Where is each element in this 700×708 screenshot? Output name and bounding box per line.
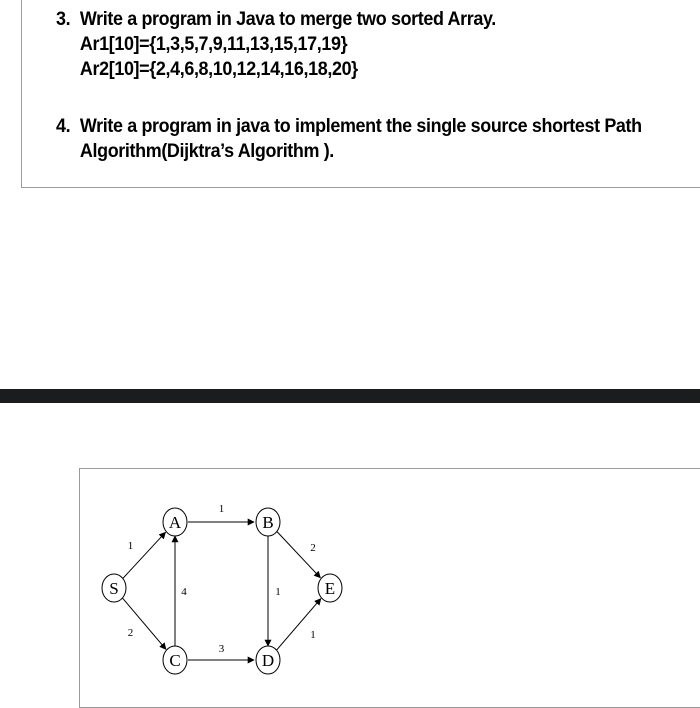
node-label-s: S — [109, 579, 119, 598]
question-3-number: 3. — [56, 8, 71, 30]
edge-weight-c-d: 3 — [218, 643, 225, 655]
node-label-e: E — [324, 579, 336, 598]
edge-weight-s-a: 1 — [127, 540, 134, 552]
edge-weight-a-b: 1 — [218, 503, 225, 515]
node-label-a: A — [168, 513, 182, 532]
edge-weight-b-d: 1 — [275, 586, 281, 598]
edge-s-c — [122, 598, 166, 649]
question-4-number: 4. — [56, 115, 71, 137]
node-label-c: C — [169, 651, 181, 670]
question-4-text-line-1: Write a program in java to implement the single source shortest Path — [79, 115, 642, 137]
edge-weight-b-e: 2 — [310, 542, 316, 554]
node-label-b: B — [262, 513, 274, 532]
edge-weight-c-a: 4 — [181, 586, 187, 598]
question-3-text: Write a program in Java to merge two sorted Array. — [79, 8, 496, 30]
question-4-text-line-2: Algorithm(Dijktra’s Algorithm ). — [79, 140, 334, 162]
question-3-array-1: Ar1[10]={1,3,5,7,9,11,13,15,17,19} — [79, 33, 348, 55]
edge-b-e — [277, 531, 321, 577]
node-label-d: D — [261, 651, 275, 670]
edge-weight-s-c: 2 — [127, 627, 134, 639]
edge-d-e — [276, 599, 320, 651]
edge-weight-d-e: 1 — [310, 629, 316, 641]
question-3-array-2: Ar2[10]={2,4,6,8,10,12,14,16,18,20} — [79, 58, 358, 80]
